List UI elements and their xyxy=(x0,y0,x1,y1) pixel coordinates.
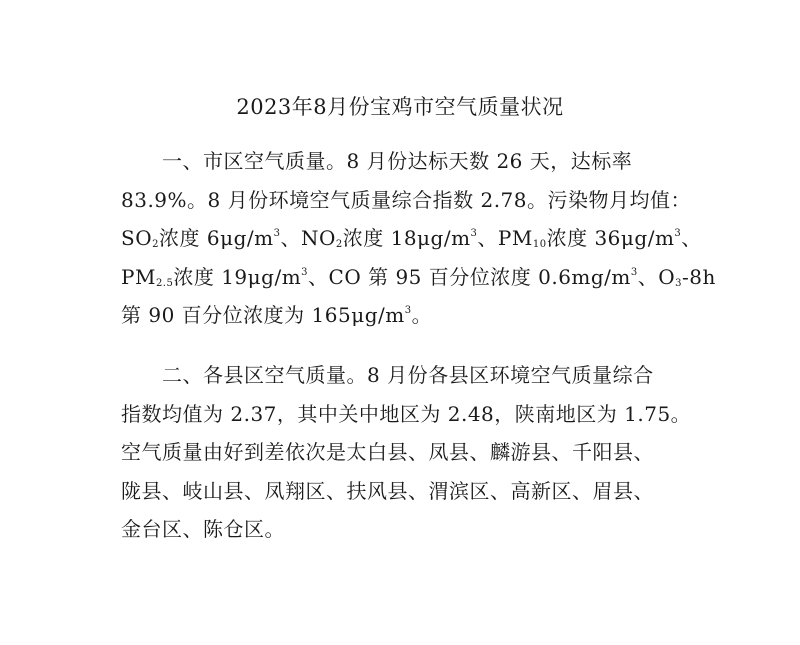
section-county-air-quality xyxy=(121,356,701,549)
pm10-subscript: 10 xyxy=(532,239,547,250)
cube-superscript: 3 xyxy=(301,266,309,278)
pm25-label: PM xyxy=(121,264,156,289)
paragraph-line: 空气质量由好到差依次是太白县、凤县、麟游县、千阳县、 xyxy=(121,440,654,464)
cube-superscript: 3 xyxy=(674,228,682,239)
co-value: 、CO 第 95 百分位浓度 0.6mg/m xyxy=(308,264,631,289)
document-title: 2023年8月份宝鸡市空气质量状况 xyxy=(236,95,564,119)
paragraph-line: 一、市区空气质量。8 月份达标天数 26 天，达标率 xyxy=(162,149,633,173)
o3-value: 第 90 百分位浓度为 165μg/m xyxy=(121,303,405,327)
period: 。 xyxy=(411,303,433,327)
so2-label: SO xyxy=(121,226,153,250)
cube-superscript: 3 xyxy=(630,266,638,278)
pollutant-line xyxy=(121,219,701,258)
paragraph-line: 陇县、岐山县、凤翔区、扶风县、渭滨区、高新区、眉县、 xyxy=(121,478,654,503)
o3-label: 、O xyxy=(637,264,676,289)
paragraph-line xyxy=(121,296,701,335)
no2-label: 、NO xyxy=(280,226,336,250)
o3-tail: -8h xyxy=(682,264,716,289)
pm25-value: 浓度 19μg/m xyxy=(173,264,302,289)
pm10-value: 浓度 36μg/m xyxy=(546,226,675,250)
paragraph-line: 指数均值为 2.37，其中关中地区为 2.48，陕南地区为 1.75。 xyxy=(121,401,692,426)
paragraph-line: 二、各县区空气质量。8 月份各县区环境空气质量综合 xyxy=(162,363,654,387)
pm10-label: 、PM xyxy=(477,226,533,250)
section-city-air-quality xyxy=(121,142,716,335)
cube-superscript: 3 xyxy=(273,228,281,239)
pm25-subscript: 2.5 xyxy=(155,277,174,289)
so2-value: 浓度 6μg/m xyxy=(158,226,274,250)
so2-subscript: 2 xyxy=(152,239,159,250)
cube-superscript: 3 xyxy=(470,228,478,239)
paragraph-line: 83.9%。8 月份环境空气质量综合指数 2.78。污染物月均值： xyxy=(121,187,692,212)
cube-superscript: 3 xyxy=(404,305,412,316)
paragraph-line: 金台区、陈仓区。 xyxy=(121,517,285,541)
pollutant-line xyxy=(121,258,716,297)
separator: 、 xyxy=(681,226,702,250)
no2-subscript: 2 xyxy=(335,239,343,250)
no2-value: 浓度 18μg/m xyxy=(342,226,471,250)
o3-subscript: 3 xyxy=(675,277,683,289)
